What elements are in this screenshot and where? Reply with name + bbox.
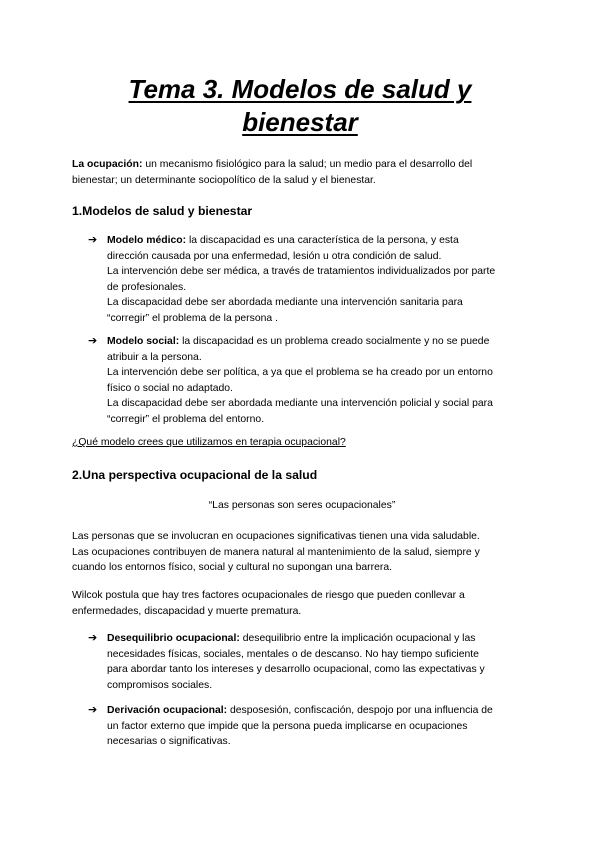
bullet-term: Desequilibrio ocupacional: <box>107 633 240 644</box>
bullet-line: La discapacidad debe ser abordada mediante una intervención policial y social para <box>107 398 493 409</box>
bullet-line: dirección causada por una enfermedad, lesión u otra condición de salud. <box>107 250 442 262</box>
bullet-text: la discapacidad es un problema creado socialmente y no se puede <box>182 336 490 347</box>
bullet-term: Modelo social: <box>107 336 180 347</box>
intro-term: La ocupación: <box>72 159 143 170</box>
bullet-term: Derivación ocupacional: <box>107 705 228 716</box>
bullet-text: desequilibrio entre la implicación ocupacional y las <box>242 633 476 644</box>
bullet-line: atribuir a la persona. <box>107 351 202 363</box>
title-line-1: Tema 3. Modelos de salud y <box>128 74 472 104</box>
bullet-text: la discapacidad es una característica de la persona, y esta <box>188 235 459 246</box>
paragraph-ocupaciones <box>72 529 532 576</box>
bullet-line: para abordar tanto los intereses y desarrollo ocupacional, como las expectativas y <box>107 664 485 675</box>
arrow-right-icon: ➔ <box>88 335 98 347</box>
intro-line: bienestar; un determinante sociopolítico de la salud y el bienestar. <box>72 174 376 186</box>
paragraph-line: enfermedades, discapacidad y muerte prematura. <box>72 605 302 617</box>
paragraph-wilcok <box>72 588 532 619</box>
bullet-line: un factor externo que impide que la persona pueda implicarse en ocupaciones <box>107 720 468 732</box>
question-line <box>72 435 532 451</box>
bullet-line: La intervención debe ser médica, a través de tratamientos individualizados por parte <box>107 266 496 277</box>
paragraph-line: Las ocupaciones contribuyen de manera natural al mantenimiento de la salud, siempre y <box>72 546 480 558</box>
arrow-right-icon: ➔ <box>88 234 98 246</box>
bullet-line: necesidades físicas, sociales, mentales o de descanso. No hay tiempo suficiente <box>107 648 479 660</box>
section-2-heading: 2.Una perspectiva ocupacional de la salud <box>72 468 318 482</box>
paragraph-line: Wilcok postula que hay tres factores ocupacionales de riesgo que pueden conllevar a <box>72 590 465 601</box>
title-line-2: bienestar <box>242 107 358 137</box>
quote: “Las personas son seres ocupacionales” <box>208 500 396 511</box>
bullet-line: La intervención debe ser política, a ya que el problema se ha creado por un entorno <box>107 367 493 378</box>
intro-paragraph <box>72 157 532 188</box>
page-title <box>60 73 540 139</box>
paragraph-line: cuando los entornos físico, social y cultural no supongan una barrera. <box>72 562 392 573</box>
bullet-line: necesarias o significativas. <box>107 736 231 747</box>
paragraph-line: Las personas que se involucran en ocupaciones significativas tienen una vida saludable. <box>72 531 480 542</box>
bullet-line: de profesionales. <box>107 281 187 293</box>
question-text: ¿Qué modelo crees que utilizamos en terapia ocupacional? <box>72 437 346 448</box>
arrow-right-icon: ➔ <box>88 704 98 716</box>
bullet-line: “corregir” el problema de la persona . <box>107 312 278 324</box>
section-1-heading: 1.Modelos de salud y bienestar <box>72 204 253 218</box>
bullet-line: físico o social no adaptado. <box>107 382 233 394</box>
bullet-line: “corregir” el problema del entorno. <box>107 413 265 425</box>
bullet-term: Modelo médico: <box>107 235 187 246</box>
bullet-text: desposesión, confiscación, despojo por una influencia de <box>230 705 493 716</box>
bullet-line: compromisos sociales. <box>107 679 213 691</box>
bullet-line: La discapacidad debe ser abordada mediante una intervención sanitaria para <box>107 297 463 308</box>
arrow-right-icon: ➔ <box>88 632 98 644</box>
intro-line: un mecanismo fisiológico para la salud; un medio para el desarrollo del <box>145 159 473 170</box>
